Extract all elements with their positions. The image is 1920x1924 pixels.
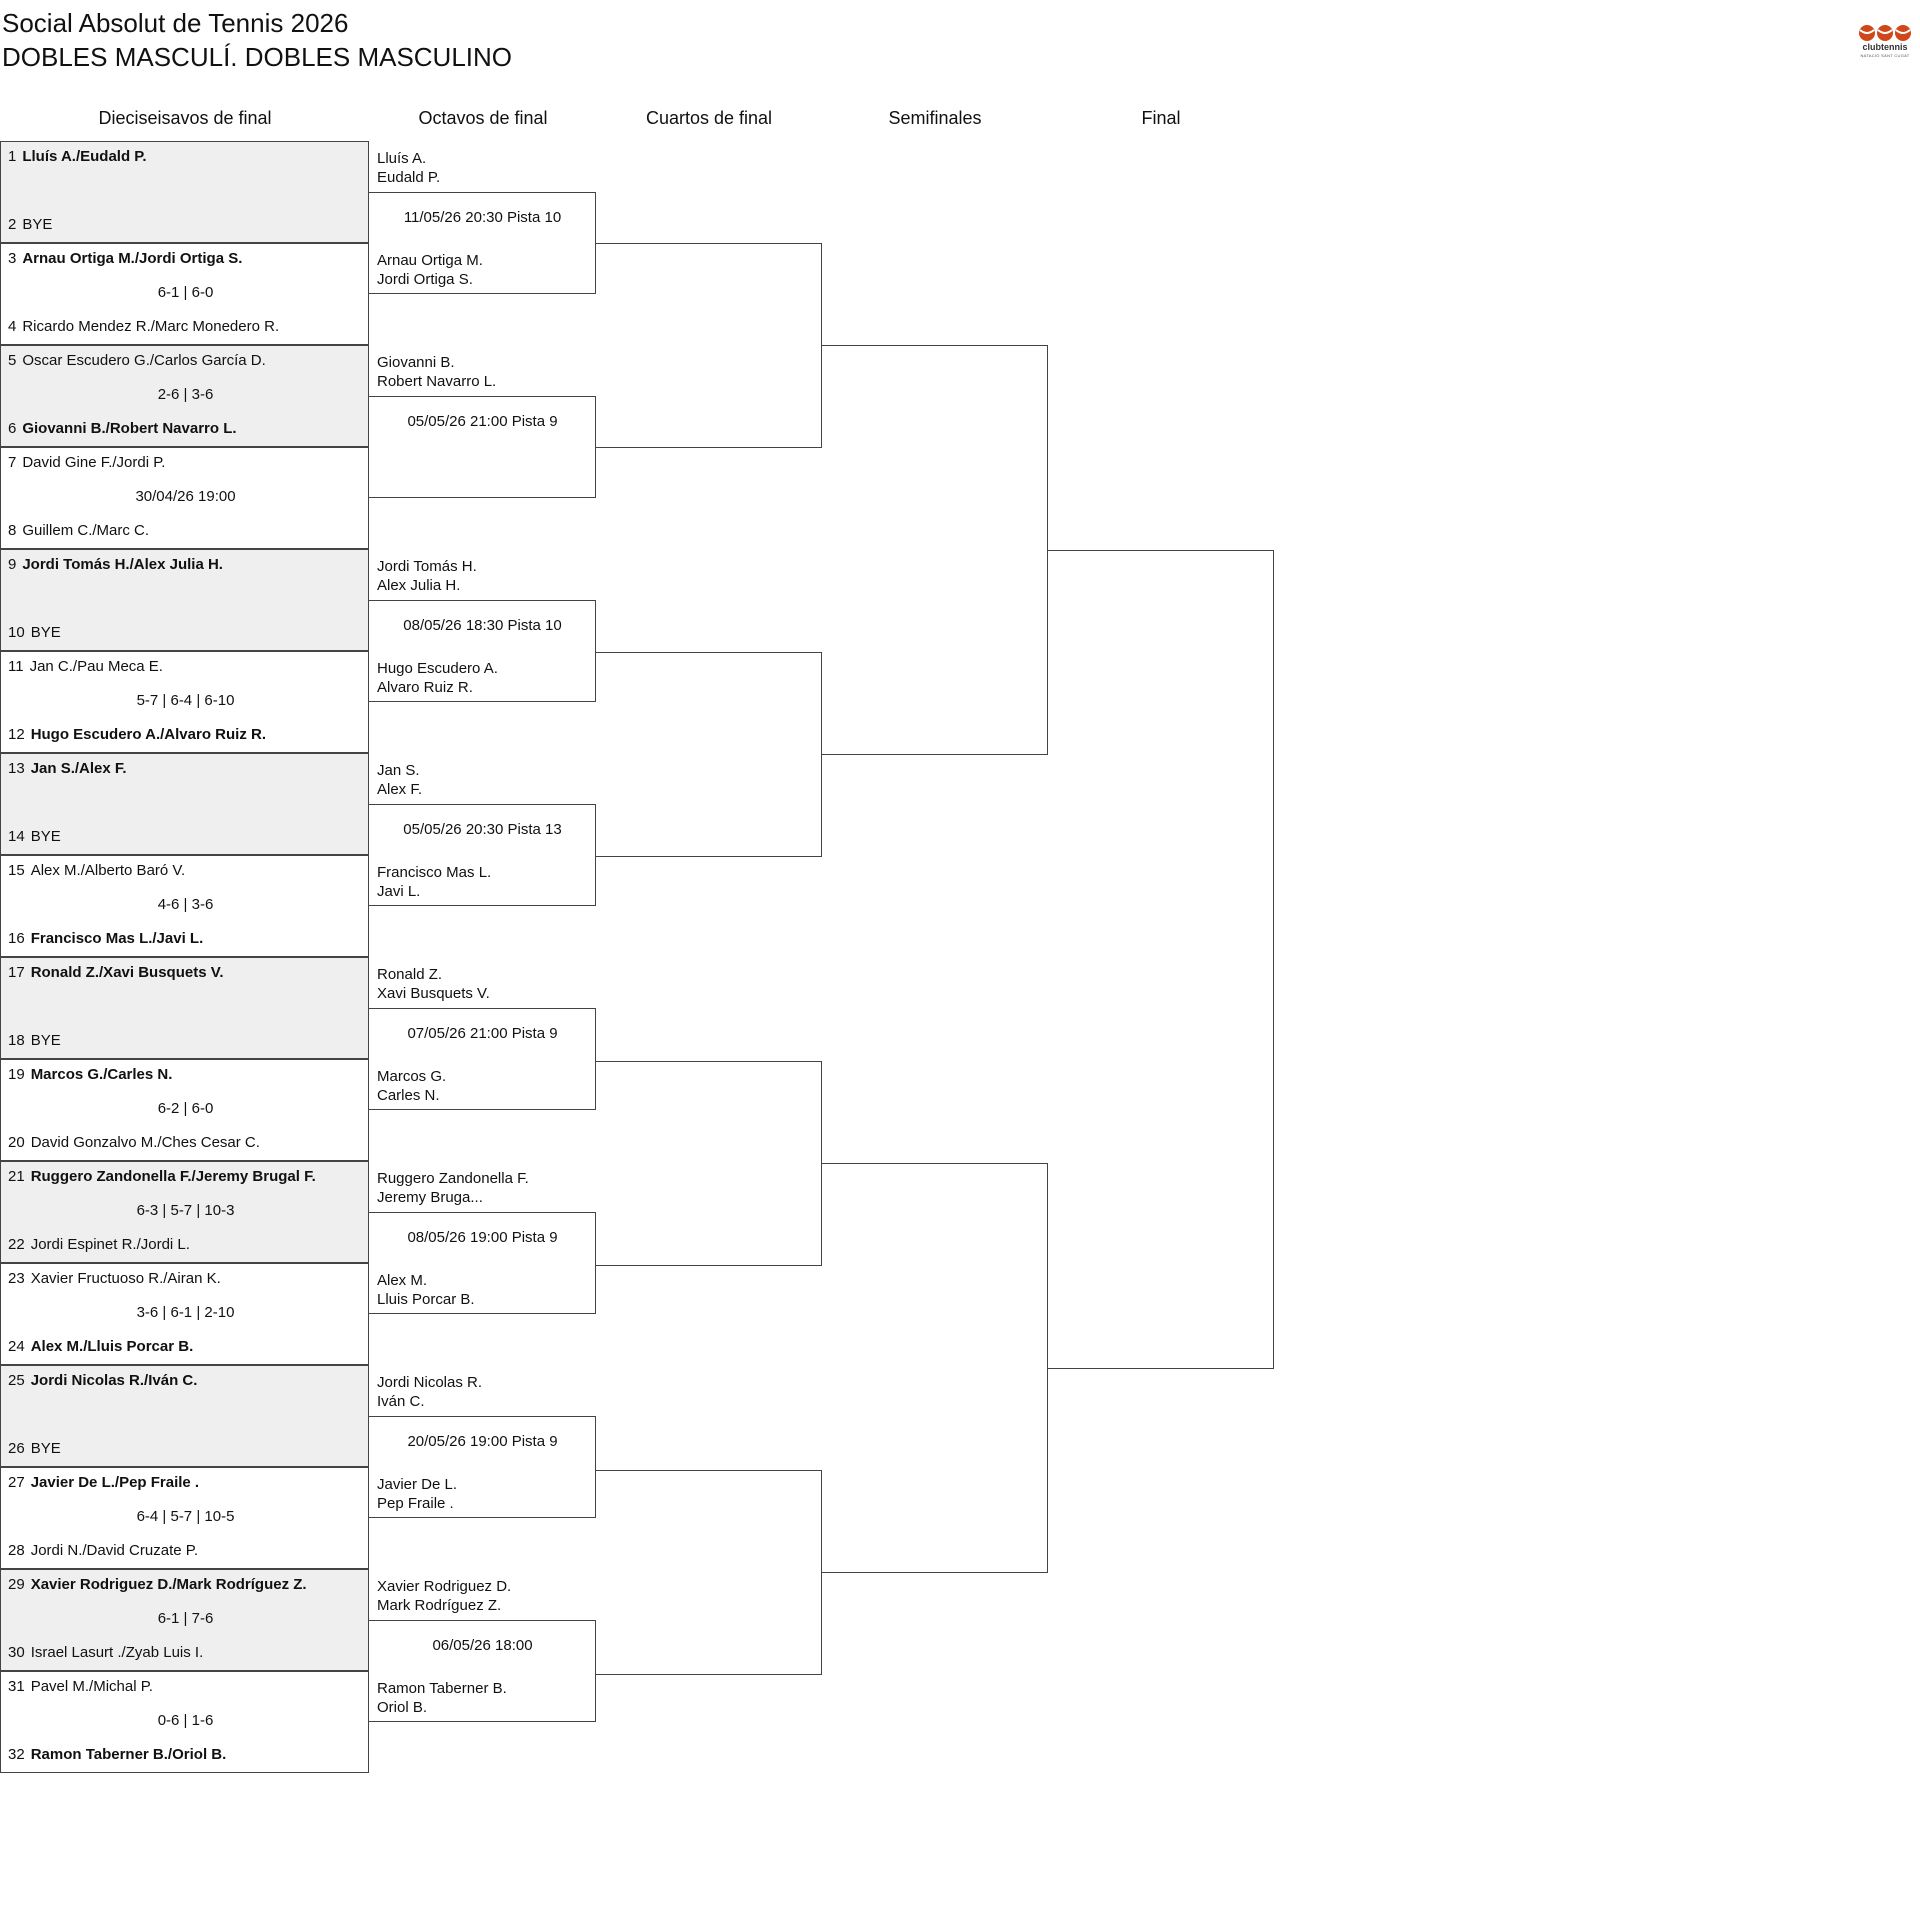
seed-number: 8	[8, 522, 17, 539]
player-names: Guillem C./Marc C.	[22, 522, 150, 539]
match-result: 5-7 | 6-4 | 6-10	[136, 692, 235, 709]
player-names: BYE	[30, 1440, 61, 1457]
match-schedule: 06/05/26 18:00	[432, 1637, 533, 1654]
player-names: Javier De L./Pep Fraile .	[30, 1474, 200, 1491]
r16-player-name: Alex Julia H.	[377, 577, 461, 594]
r16-player-name: Marcos G.	[377, 1068, 447, 1085]
player-names: Jan C./Pau Meca E.	[29, 658, 163, 675]
seed-number: 20	[8, 1134, 25, 1151]
seed-number: 24	[8, 1338, 25, 1355]
r16-player-name: Eudald P.	[377, 169, 441, 186]
seed-number: 7	[8, 454, 17, 471]
player-names: Ronald Z./Xavi Busquets V.	[30, 964, 224, 981]
match-schedule: 05/05/26 21:00 Pista 9	[407, 413, 558, 430]
seed-number: 10	[8, 624, 25, 641]
r16-player-name: Xavier Rodriguez D.	[377, 1578, 512, 1595]
r16-player-name: Lluis Porcar B.	[377, 1291, 475, 1308]
r16-player-name: Hugo Escudero A.	[377, 660, 498, 677]
player-names: Xavier Rodriguez D./Mark Rodríguez Z.	[30, 1576, 307, 1593]
seed-number: 12	[8, 726, 25, 743]
seed-number: 21	[8, 1168, 25, 1185]
player-names: Giovanni B./Robert Navarro L.	[22, 420, 237, 437]
round-header-r16: Octavos de final	[418, 108, 548, 128]
r16-player-name: Mark Rodríguez Z.	[377, 1597, 502, 1614]
r16-player-name: Alvaro Ruiz R.	[377, 679, 473, 696]
seed-number: 1	[8, 148, 17, 165]
player-names: Oscar Escudero G./Carlos García D.	[22, 352, 266, 369]
r16-player-name: Robert Navarro L.	[377, 373, 497, 390]
player-names: Jordi Espinet R./Jordi L.	[30, 1236, 190, 1253]
page-title: Social Absolut de Tennis 2026	[2, 8, 349, 38]
r16-player-name: Jeremy Bruga...	[377, 1189, 483, 1206]
player-names: BYE	[30, 828, 61, 845]
seed-number: 23	[8, 1270, 25, 1287]
player-names: Alex M./Lluis Porcar B.	[30, 1338, 194, 1355]
r16-player-name: Javi L.	[377, 883, 421, 900]
r16-player-name: Alex M.	[377, 1272, 428, 1289]
r16-player-name: Ramon Taberner B.	[377, 1680, 507, 1697]
player-names: David Gine F./Jordi P.	[22, 454, 166, 471]
round-header-semis: Semifinales	[888, 108, 982, 128]
logo-subtext: NATACIÓ SANT CUGAT	[1860, 53, 1910, 58]
page-subtitle: DOBLES MASCULÍ. DOBLES MASCULINO	[2, 42, 513, 72]
player-names: Jordi N./David Cruzate P.	[30, 1542, 198, 1559]
seed-number: 30	[8, 1644, 25, 1661]
seed-number: 22	[8, 1236, 25, 1253]
player-names: Xavier Fructuoso R./Airan K.	[30, 1270, 221, 1287]
player-names: BYE	[30, 624, 61, 641]
player-names: Hugo Escudero A./Alvaro Ruiz R.	[30, 726, 266, 743]
seed-number: 29	[8, 1576, 25, 1593]
player-names: Marcos G./Carles N.	[30, 1066, 173, 1083]
player-names: Pavel M./Michal P.	[30, 1678, 153, 1695]
match-schedule: 07/05/26 21:00 Pista 9	[407, 1025, 558, 1042]
player-names: Lluís A./Eudald P.	[22, 148, 147, 165]
match-schedule: 20/05/26 19:00 Pista 9	[407, 1433, 558, 1450]
r16-player-name: Iván C.	[377, 1393, 425, 1410]
r16-player-name: Jordi Ortiga S.	[377, 271, 473, 288]
r16-player-name: Jordi Nicolas R.	[377, 1374, 483, 1391]
r16-player-name: Jordi Tomás H.	[377, 558, 477, 575]
seed-number: 15	[8, 862, 25, 879]
qf-connector	[596, 1471, 822, 1675]
match-result: 6-1 | 7-6	[157, 1610, 214, 1627]
match-schedule: 05/05/26 20:30 Pista 13	[403, 821, 562, 838]
seed-number: 32	[8, 1746, 25, 1763]
match-schedule: 11/05/26 20:30 Pista 10	[403, 209, 562, 226]
seed-number: 11	[8, 658, 24, 675]
seed-number: 17	[8, 964, 25, 981]
r16-player-name: Ruggero Zandonella F.	[377, 1170, 529, 1187]
qf-connector	[596, 653, 822, 857]
seed-number: 31	[8, 1678, 25, 1695]
player-names: Jordi Tomás H./Alex Julia H.	[22, 556, 223, 573]
seed-number: 25	[8, 1372, 25, 1389]
match-result: 4-6 | 3-6	[157, 896, 214, 913]
sf-connector	[822, 346, 1048, 755]
r16-player-name: Ronald Z.	[377, 966, 443, 983]
player-names: Jordi Nicolas R./Iván C.	[30, 1372, 198, 1389]
seed-number: 28	[8, 1542, 25, 1559]
match-result: 6-4 | 5-7 | 10-5	[136, 1508, 235, 1525]
round-header-final: Final	[1141, 108, 1181, 128]
r16-player-name: Arnau Ortiga M.	[377, 252, 483, 269]
round-header-r32: Dieciseisavos de final	[98, 108, 272, 128]
qf-connector	[596, 1062, 822, 1266]
player-names: Ruggero Zandonella F./Jeremy Brugal F.	[30, 1168, 316, 1185]
final-connector	[1048, 551, 1274, 1369]
r16-player-name: Alex F.	[377, 781, 423, 798]
match-schedule: 08/05/26 18:30 Pista 10	[403, 617, 562, 634]
seed-number: 27	[8, 1474, 25, 1491]
match-result: 6-1 | 6-0	[157, 284, 214, 301]
match-result: 6-3 | 5-7 | 10-3	[136, 1202, 235, 1219]
seed-number: 18	[8, 1032, 25, 1049]
r16-player-name: Pep Fraile .	[377, 1495, 454, 1512]
player-names: David Gonzalvo M./Ches Cesar C.	[30, 1134, 260, 1151]
seed-number: 16	[8, 930, 25, 947]
player-names: BYE	[22, 216, 53, 233]
player-names: Arnau Ortiga M./Jordi Ortiga S.	[22, 250, 243, 267]
seed-number: 13	[8, 760, 25, 777]
seed-number: 19	[8, 1066, 25, 1083]
seed-number: 2	[8, 216, 17, 233]
seed-number: 26	[8, 1440, 25, 1457]
seed-number: 14	[8, 828, 25, 845]
sf-connector	[822, 1164, 1048, 1573]
seed-number: 6	[8, 420, 17, 437]
r16-player-name: Lluís A.	[377, 150, 427, 167]
round-header-quarters: Cuartos de final	[645, 108, 773, 128]
player-names: Ramon Taberner B./Oriol B.	[30, 1746, 227, 1763]
seed-number: 4	[8, 318, 17, 335]
r16-player-name: Xavi Busquets V.	[377, 985, 490, 1002]
logo-text: clubtennis	[1862, 42, 1908, 52]
player-names: Francisco Mas L./Javi L.	[30, 930, 204, 947]
player-names: BYE	[30, 1032, 61, 1049]
qf-connector	[596, 244, 822, 448]
r16-player-name: Javier De L.	[377, 1476, 458, 1493]
r16-player-name: Carles N.	[377, 1087, 440, 1104]
seed-number: 9	[8, 556, 17, 573]
player-names: Israel Lasurt ./Zyab Luis I.	[30, 1644, 204, 1661]
seed-number: 3	[8, 250, 17, 267]
match-result: 3-6 | 6-1 | 2-10	[136, 1304, 235, 1321]
match-result: 0-6 | 1-6	[157, 1712, 214, 1729]
match-result: 30/04/26 19:00	[135, 488, 236, 505]
r16-player-name: Jan S.	[377, 762, 420, 779]
seed-number: 5	[8, 352, 17, 369]
r16-player-name: Francisco Mas L.	[377, 864, 492, 881]
match-result: 2-6 | 3-6	[157, 386, 214, 403]
r16-player-name: Giovanni B.	[377, 354, 455, 371]
player-names: Jan S./Alex F.	[30, 760, 127, 777]
player-names: Ricardo Mendez R./Marc Monedero R.	[22, 318, 280, 335]
match-result: 6-2 | 6-0	[157, 1100, 214, 1117]
player-names: Alex M./Alberto Baró V.	[30, 862, 186, 879]
r16-player-name: Oriol B.	[377, 1699, 428, 1716]
match-schedule: 08/05/26 19:00 Pista 9	[407, 1229, 558, 1246]
